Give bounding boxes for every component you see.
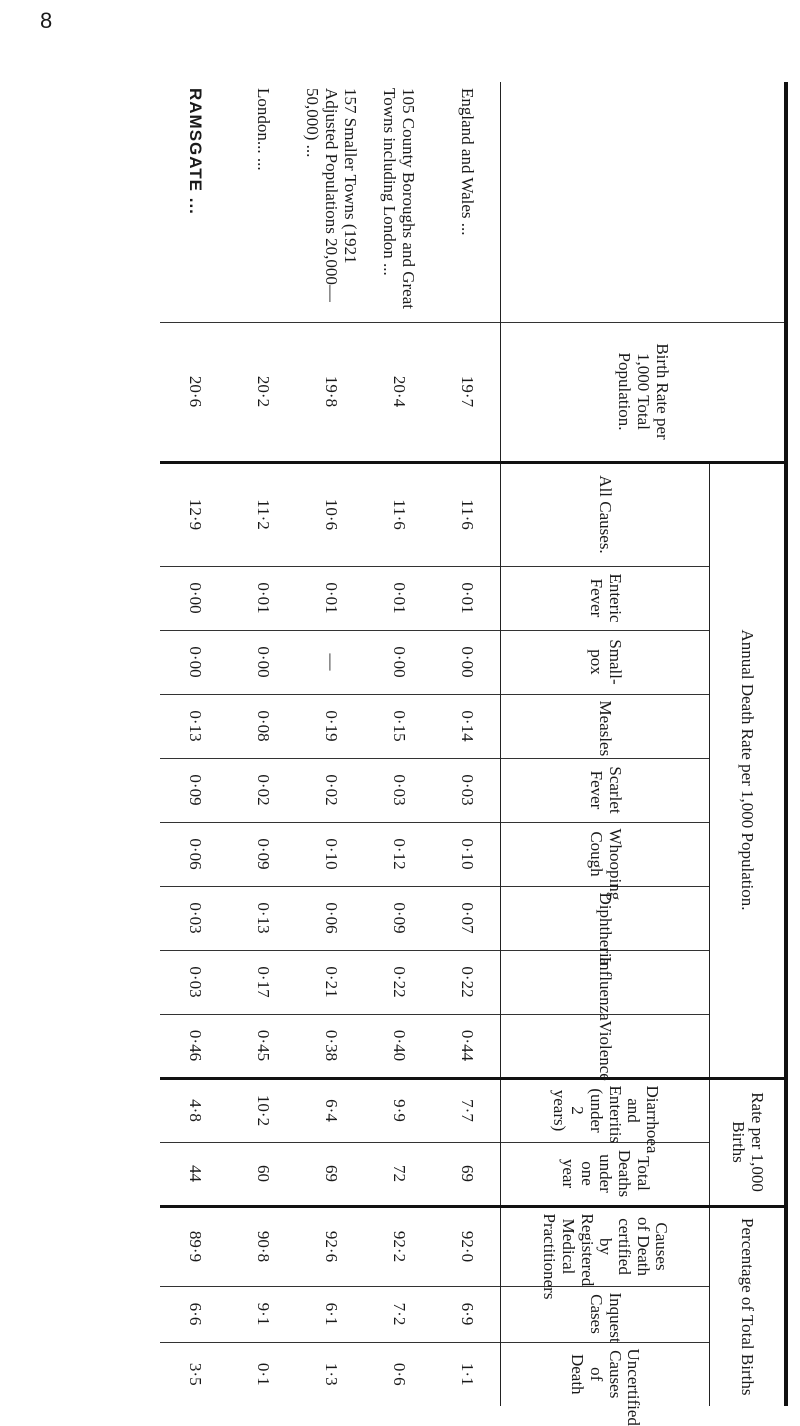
header-annual-death-rate: Annual Death Rate per 1,000 Population.	[710, 462, 787, 1078]
cell-birth-rate: 19·7	[433, 322, 501, 462]
corner-cell	[501, 82, 787, 322]
header-all-causes: All Causes.	[501, 462, 710, 566]
cell-measles: 0·08	[229, 694, 297, 758]
cell-birth-rate: 20·6	[161, 322, 229, 462]
cell-scarlet-fever: 0·03	[365, 758, 433, 822]
cell-whooping-cough: 0·12	[365, 822, 433, 886]
cell-whooping-cough: 0·10	[433, 822, 501, 886]
header-influenza: Influenza	[501, 950, 710, 1014]
table-row	[161, 82, 229, 1406]
cell-certified: 92·0	[433, 1206, 501, 1286]
rotated-table-wrapper	[130, 82, 788, 1426]
row-label: London... ...	[253, 88, 273, 171]
cell-diphtheria: 0·07	[433, 886, 501, 950]
cell-influenza: 0·22	[433, 950, 501, 1014]
cell-all-causes: 11·6	[365, 462, 433, 566]
cell-diphtheria: 0·09	[365, 886, 433, 950]
cell-total-deaths: 60	[229, 1142, 297, 1206]
cell-violence: 0·40	[365, 1014, 433, 1078]
cell-total-deaths: 69	[297, 1142, 365, 1206]
cell-diarrhoea: 7·7	[433, 1078, 501, 1142]
header-birth-rate: Birth Rate per 1,000 Total Population.	[501, 322, 787, 462]
cell-all-causes: 11·2	[229, 462, 297, 566]
cell-smallpox: 0·00	[161, 630, 229, 694]
page-number: 8	[40, 8, 53, 33]
cell-uncertified: 1·1	[433, 1342, 501, 1406]
cell-measles: 0·19	[297, 694, 365, 758]
cell-inquest: 6·9	[433, 1286, 501, 1342]
cell-all-causes: 12·9	[161, 462, 229, 566]
table-row	[365, 82, 433, 1406]
cell-enteric-fever: 0·01	[433, 566, 501, 630]
cell-whooping-cough: 0·10	[297, 822, 365, 886]
cell-all-causes: 10·6	[297, 462, 365, 566]
header-measles: Measles	[501, 694, 710, 758]
table-row	[433, 82, 501, 1406]
cell-measles: 0·15	[365, 694, 433, 758]
cell-influenza: 0·22	[365, 950, 433, 1014]
cell-total-deaths: 69	[433, 1142, 501, 1206]
cell-birth-rate: 20·4	[365, 322, 433, 462]
cell-measles: 0·14	[433, 694, 501, 758]
cell-scarlet-fever: 0·03	[433, 758, 501, 822]
cell-inquest: 7·2	[365, 1286, 433, 1342]
cell-all-causes: 11·6	[433, 462, 501, 566]
cell-enteric-fever: 0·01	[297, 566, 365, 630]
header-total-deaths: Total Deaths under one year	[501, 1142, 710, 1206]
statistics-table	[161, 82, 789, 1426]
cell-influenza: 0·17	[229, 950, 297, 1014]
header-uncertified: Uncertified Causes of Death	[501, 1342, 710, 1406]
header-diphtheria: Diphtheria	[501, 886, 710, 950]
header-rate-per-births: Rate per 1,000 Births	[710, 1078, 787, 1206]
row-label: 157 Smaller Towns (1921 Adjusted Populations 20,000—50,000) ...	[303, 88, 360, 302]
header-certified: Causes of Death certified by Registered Medical Practitioners	[501, 1206, 710, 1286]
cell-uncertified: 1·3	[297, 1342, 365, 1406]
cell-scarlet-fever: 0·02	[297, 758, 365, 822]
row-label: RAMSGATE ...	[185, 88, 205, 215]
header-inquest: Inquest Cases	[501, 1286, 710, 1342]
cell-certified: 90·8	[229, 1206, 297, 1286]
cell-uncertified: 0·1	[229, 1342, 297, 1406]
cell-diarrhoea: 6·4	[297, 1078, 365, 1142]
cell-violence: 0·38	[297, 1014, 365, 1078]
cell-uncertified: 3·5	[161, 1342, 229, 1406]
cell-diarrhoea: 9·9	[365, 1078, 433, 1142]
table-row	[297, 82, 365, 1406]
header-percentage: Percentage of Total Births	[710, 1206, 787, 1406]
cell-birth-rate: 19·8	[297, 322, 365, 462]
cell-violence: 0·45	[229, 1014, 297, 1078]
cell-smallpox: 0·00	[365, 630, 433, 694]
cell-certified: 92·2	[365, 1206, 433, 1286]
cell-smallpox: 0·00	[433, 630, 501, 694]
cell-certified: 92·6	[297, 1206, 365, 1286]
cell-measles: 0·13	[161, 694, 229, 758]
cell-influenza: 0·03	[161, 950, 229, 1014]
header-enteric-fever: Enteric Fever	[501, 566, 710, 630]
cell-diphtheria: 0·03	[161, 886, 229, 950]
cell-diphtheria: 0·13	[229, 886, 297, 950]
cell-violence: 0·46	[161, 1014, 229, 1078]
cell-smallpox: 0·00	[229, 630, 297, 694]
header-smallpox: Small-pox	[501, 630, 710, 694]
cell-diarrhoea: 10·2	[229, 1078, 297, 1142]
cell-whooping-cough: 0·06	[161, 822, 229, 886]
cell-smallpox: —	[297, 630, 365, 694]
cell-inquest: 6·1	[297, 1286, 365, 1342]
cell-scarlet-fever: 0·09	[161, 758, 229, 822]
cell-inquest: 6·6	[161, 1286, 229, 1342]
header-diarrhoea: Diarrhoea and Enteritis (under 2 years)	[501, 1078, 710, 1142]
table-row	[229, 82, 297, 1406]
cell-diarrhoea: 4·8	[161, 1078, 229, 1142]
header-violence: Violence	[501, 1014, 710, 1078]
cell-certified: 89·9	[161, 1206, 229, 1286]
cell-inquest: 9·1	[229, 1286, 297, 1342]
cell-total-deaths: 72	[365, 1142, 433, 1206]
cell-enteric-fever: 0·00	[161, 566, 229, 630]
row-label: 105 County Boroughs and Great Towns including London ...	[380, 88, 419, 309]
cell-whooping-cough: 0·09	[229, 822, 297, 886]
cell-enteric-fever: 0·01	[365, 566, 433, 630]
cell-birth-rate: 20·2	[229, 322, 297, 462]
cell-scarlet-fever: 0·02	[229, 758, 297, 822]
header-whooping-cough: Whooping Cough	[501, 822, 710, 886]
header-scarlet-fever: Scarlet Fever	[501, 758, 710, 822]
cell-violence: 0·44	[433, 1014, 501, 1078]
cell-influenza: 0·21	[297, 950, 365, 1014]
cell-diphtheria: 0·06	[297, 886, 365, 950]
cell-uncertified: 0·6	[365, 1342, 433, 1406]
cell-enteric-fever: 0·01	[229, 566, 297, 630]
cell-total-deaths: 44	[161, 1142, 229, 1206]
row-label: England and Wales ...	[457, 88, 477, 236]
